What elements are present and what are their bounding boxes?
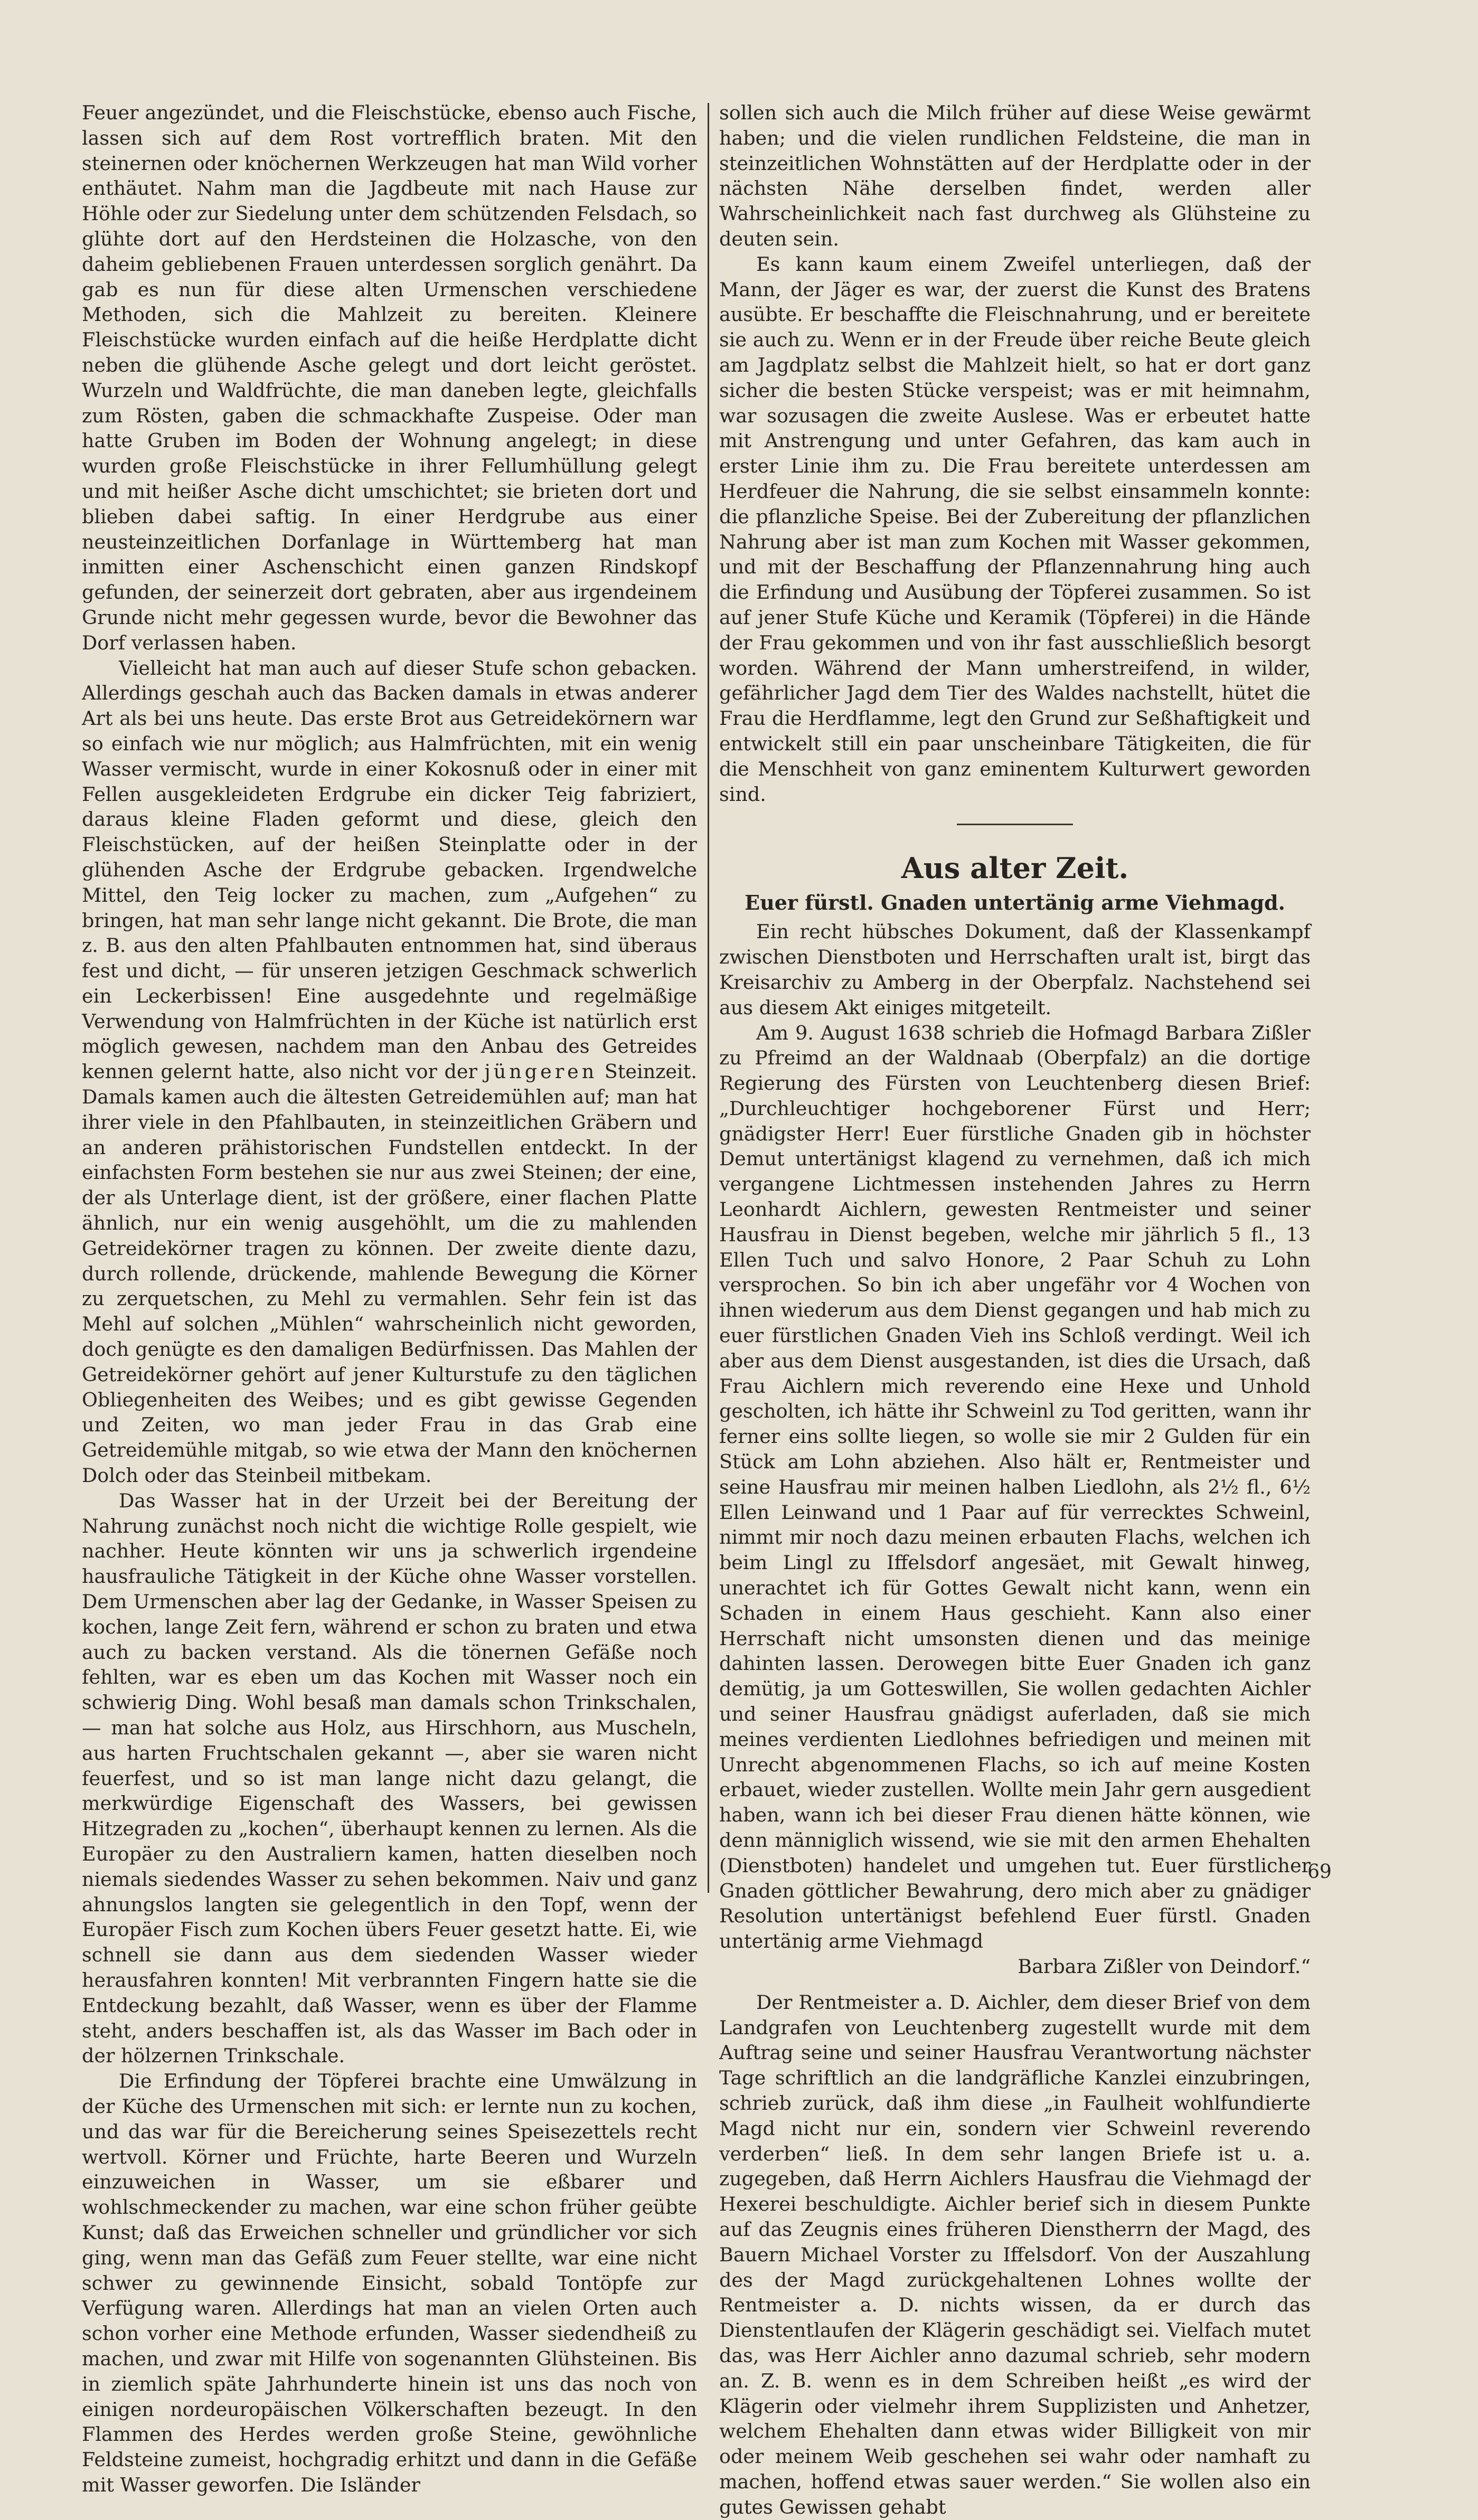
paragraph: sollen sich auch die Milch früher auf diese Weise gewärmt haben; und die vielen rundlichen Feldsteine, die man in steinzeitlichen Wohnstätten auf der Herdplatte oder in der nächsten Nähe derselben findet, werden aller Wahrscheinlichkeit nach fast durchweg als Glühsteine zu deuten sein. bbox=[719, 101, 1311, 250]
paragraph: Vielleicht hat man auch auf dieser Stufe schon gebacken. Allerdings geschah auch das Backen damals in etwas anderer Art als bei uns heute. Das erste Brot aus Getreidekörnern war so einfach wie nur möglich; aus Halmfrüchten, mit ein wenig Wasser vermischt, wurde in einer Kokosnuß oder in einer mit Fellen ausgekleideten Erdgrube ein dicker Teig fabriziert, daraus kleine Fladen geformt und diese, gleich den Fleischstücken, auf der heißen Steinplatte oder in der glühenden Asche der Erdgrube gebacken. Irgendwelche Mittel, den Teig locker zu machen, zum „Aufgehen“ zu bringen, hat man sehr lange nicht gekannt. Die Brote, die man z. B. aus den alten Pfahlbauten entnommen hat, sind überaus fest und dicht, — für unseren jetzigen Geschmack schwerlich ein Leckerbissen! Eine ausgedehnte und regelmäßige Verwendung von Halmfrüchten in der Küche ist natürlich erst möglich gewesen, nachdem man den Anbau des Getreides kennen gelernt hatte, also nicht vor der jüngeren Steinzeit. Damals kamen auch die ältesten Getreidemühlen auf; man hat ihrer viele in den Pfahlbauten, in steinzeitlichen Gräbern und an anderen prähistorischen Fundstellen entdeckt. In der einfachsten Form bestehen sie nur aus zwei Steinen; der eine, der als Unterlage dient, ist der größere, einer flachen Platte ähnlich, nur ein wenig ausgehöhlt, um die zu mahlenden Getreidekörner tragen zu können. Der zweite diente dazu, durch rollende, drückende, mahlende Bewegung die Körner zu zerquetschen, zu Mehl zu vermahlen. Sehr fein ist das Mehl auf solchen „Mühlen“ wahrscheinlich nicht geworden, doch genügte es den damaligen Bedürfnissen. Das Mahlen der Getreidekörner gehört auf jener Kulturstufe zu den täglichen Obliegenheiten des Weibes; und es gibt gewisse Gegenden und Zeiten, wo man jeder Frau in das Grab eine Getreidemühle mitgab, so wie etwa der Mann den knöchernen Dolch oder das Steinbeil mitbekam. bbox=[82, 656, 697, 1487]
right-column bbox=[719, 100, 1311, 2520]
section-divider bbox=[957, 824, 1073, 825]
paragraph-tail: Steinzeit. Damals kamen auch die ältesten Getreidemühlen auf; man hat ihrer viele in den Pfahlbauten, in steinzeitlichen Gräbern und an anderen prähistorischen Fundstellen entdeckt. In der einfachsten Form bestehen sie nur aus zwei Steinen; der eine, der als Unterlage dient, ist der größere, einer flachen Platte ähnlich, nur ein wenig ausgehöhlt, um die zu mahlenden Getreidekörner tragen zu können. Der zweite diente dazu, durch rollende, drückende, mahlende Bewegung die Körner zu zerquetschen, zu Mehl zu vermahlen. Sehr fein ist das Mehl auf solchen „Mühlen“ wahrscheinlich nicht geworden, doch genügte es den damaligen Bedürfnissen. Das Mahlen der Getreidekörner gehört auf jener Kulturstufe zu den täglichen Obliegenheiten des Weibes; und es gibt gewisse Gegenden und Zeiten, wo man jeder Frau in das Grab eine Getreidemühle mitgab, so wie etwa der Mann den knöchernen Dolch oder das Steinbeil mitbekam. bbox=[82, 1060, 697, 1487]
page-number: 69 bbox=[1307, 1861, 1332, 1883]
letter-signature: Barbara Zißler von Deindorf.“ bbox=[1018, 1955, 1311, 1978]
paragraph: Feuer angezündet, und die Fleischstücke, ebenso auch Fische, lassen sich auf dem Rost vortrefflich braten. Mit den steinernen oder knöchernen Werkzeugen hat man Wild vorher enthäutet. Nahm man die Jagdbeute mit nach Hause zur Höhle oder zur Siedelung unter dem schützenden Felsdach, so glühte dort auf den Herdsteinen die Holzasche, von den daheim gebliebenen Frauen unterdessen sorglich genährt. Da gab es nun für diese alten Urmenschen verschiedene Methoden, sich die Mahlzeit zu bereiten. Kleinere Fleischstücke wurden einfach auf die heiße Herdplatte dicht neben die glühende Asche gelegt und dort leicht geröstet. Wurzeln und Waldfrüchte, die man daneben legte, gleichfalls zum Rösten, gaben die schmackhafte Zuspeise. Oder man hatte Gruben im Boden der Wohnung angelegt; in diese wurden große Fleischstücke in ihrer Fellumhüllung gelegt und mit heißer Asche dicht umschichtet; sie brieten dort und blieben dabei saftig. In einer Herdgrube aus einer neusteinzeitlichen Dorfanlage in Württemberg hat man inmitten einer Aschenschicht einen ganzen Rindskopf gefunden, der seinerzeit dort gebraten, aber aus irgendeinem Grunde nicht mehr gegessen wurde, bevor die Bewohner das Dorf verlassen haben. bbox=[82, 101, 697, 654]
paragraph: Der Rentmeister a. D. Aichler, dem dieser Brief von dem Landgrafen von Leuchtenberg zugestellt wurde mit dem Auftrag seine und seiner Hausfrau Verantwortung nächster Tage schriftlich an die landgräfliche Kanzlei einzubringen, schrieb zurück, daß ihm diese „in Faulheit wohlfundierte Magd nicht nur ein, sondern vier Schweinl reverendo verderben“ ließ. In dem sehr langen Briefe ist u. a. zugegeben, daß Herrn Aichlers Hausfrau die Viehmagd der Hexerei beschuldigte. Aichler berief sich in diesem Punkte auf das Zeugnis eines früheren Dienstherrn der Magd, des Bauern Michael Vorster zu Iffelsdorf. Von der Auszahlung des der Magd zurückgehaltenen Lohnes wollte der Rentmeister a. D. nichts wissen, da er durch das Dienstentlaufen der Klägerin geschädigt sei. Vielfach mutet das, was Herr Aichler anno dazumal schrieb, sehr modern an. Z. B. wenn es in dem Schreiben heißt „es wird der Klägerin oder vielmehr ihrem Supplizisten und Anhetzer, welchem Ehehalten dann etwas wider Billigkeit von mir oder meinem Weib geschehen sei wahr oder namhaft zu machen, hoffend etwas sauer werden.“ Sie wollen also ein gutes Gewissen gehabt bbox=[719, 1990, 1311, 2518]
column-divider bbox=[708, 103, 709, 1893]
paragraph: Am 9. August 1638 schrieb die Hofmagd Barbara Zißler zu Pfreimd an der Waldnaab (Oberpfalz) an die dortige Regierung des Fürsten von Leuchtenberg diesen Brief: „Durchleuchtiger hochgeborener Fürst und Herr; gnädigster Herr! Euer fürstliche Gnaden gib in höchster Demut untertänigst klagend zu vernehmen, daß ich mich vergangene Lichtmessen instehenden Jahres zu Herrn Leonhardt Aichlern, gewesten Rentmeister und seiner Hausfrau in Dienst begeben, welche mir jährlich 5 fl., 13 Ellen Tuch und salvo Honore, 2 Paar Schuh zu Lohn versprochen. So bin ich aber ungefähr vor 4 Wochen von ihnen wiederum aus dem Dienst gegangen und hab mich zu euer fürstlichen Gnaden Vieh ins Schloß verdingt. Weil ich aber aus dem Dienst ausgestanden, ist dies die Ursach, daß Frau Aichlern mich reverendo eine Hexe und Unhold gescholten, ich hätte ihr Schweinl zu Tod geritten, wann ihr ferner eins sollte liegen, so wolle sie mir 2 Gulden für ein Stück am Lohn abziehen. Also hält er, Rentmeister und seine Hausfrau mir meinen halben Liedlohn, als 2½ fl., 6½ Ellen Leinwand und 1 Paar auf für verrecktes Schweinl, nimmt mir noch dazu meinen erbauten Flachs, welchen ich beim Lingl zu Iffelsdorf angesäet, mit Gewalt hinweg, unerachtet ich für Gottes Gewalt nicht kann, wenn ein Schaden in einem Haus geschieht. Kann also einer Herrschaft nicht umsonsten dienen und das meinige dahinten lassen. Derowegen bitte Euer Gnaden ich ganz demütig, ja um Gotteswillen, Sie wollen gedachten Aichler und seiner Hausfrau gnädigst auferladen, daß sie mich meines verdienten Liedlohnes befriedigen und meinen mit Unrecht abgenommenen Flachs, so ich auf meine Kosten erbauet, wieder zustellen. Wollte mein Jahr gern ausgedient haben, wann ich bei dieser Frau dienen hätte können, wie denn männiglich wissend, wie sie mit den armen Ehehalten (Dienstboten) handelet und umgehen tut. Euer fürstlicher Gnaden göttlicher Bewahrung, dero mich aber zu gnädiger Resolution untertänigst befehlend Euer fürstl. Gnaden untertänig arme Viehmagd bbox=[719, 1021, 1311, 1953]
paragraph: Es kann kaum einem Zweifel unterliegen, daß der Mann, der Jäger es war, der zuerst die Kunst des Bratens ausübte. Er beschaffte die Fleischnahrung, und er bereitete sie auch zu. Wenn er in der Freude über reiche Beute gleich am Jagdplatz selbst die Mahlzeit hielt, so hat er dort ganz sicher die besten Stücke verspeist; was er mit heimnahm, war sozusagen die zweite Auslese. Was er erbeutet hatte mit Anstrengung und unter Gefahren, das kam auch in erster Linie ihm zu. Die Frau bereitete unterdessen am Herdfeuer die Nahrung, die sie selbst einsammeln konnte: die pflanzliche Speise. Bei der Zubereitung der pflanzlichen Nahrung aber ist man zum Kochen mit Wasser gekommen, und mit der Beschaffung der Pflanzennahrung hing auch die Erfindung und Ausübung der Töpferei zusammen. So ist auf jener Stufe Küche und Keramik (Töpferei) in die Hände der Frau gekommen und von ihr fast ausschließlich besorgt worden. Während der Mann umherstreifend, in wilder, gefährlicher Jagd dem Tier des Waldes nachstellt, hütet die Frau die Herdflamme, legt den Grund zur Seßhaftigkeit und entwickelt still ein paar unscheinbare Tätigkeiten, die für die Menschheit von ganz eminentem Kulturwert geworden sind. bbox=[719, 252, 1311, 806]
section-title: Aus alter Zeit. bbox=[901, 851, 1129, 885]
paragraph: Die Erfindung der Töpferei brachte eine Umwälzung in der Küche des Urmenschen mit sich: er lernte nun zu kochen, und das war für die Bereicherung seines Speisezettels recht wertvoll. Körner und Früchte, harte Beeren und Wurzeln einzuweichen in Wasser, um sie eßbarer und wohlschmeckender zu machen, war eine schon früher geübte Kunst; daß das Erweichen schneller und gründlicher vor sich ging, wenn man das Gefäß zum Feuer stellte, war eine nicht schwer zu gewinnende Einsicht, sobald Tontöpfe zur Verfügung waren. Allerdings hat man an vielen Orten auch schon vorher eine Methode erfunden, Wasser siedendheiß zu machen, und zwar mit Hilfe von sogenannten Glühsteinen. Bis in ziemlich späte Jahrhunderte hinein ist uns das noch von einigen nordeuropäischen Völkerschaften bezeugt. In den Flammen des Herdes werden große Steine, gewöhnliche Feldsteine zumeist, hochgradig erhitzt und dann in die Gefäße mit Wasser geworfen. Die Isländer bbox=[82, 2070, 697, 2496]
section-subtitle: Euer fürstl. Gnaden untertänig arme Viehmagd. bbox=[745, 891, 1285, 915]
paragraph: Ein recht hübsches Dokument, daß der Klassenkampf zwischen Dienstboten und Herrschaften uralt ist, birgt das Kreisarchiv zu Amberg in der Oberpfalz. Nachstehend sei aus diesem Akt einiges mitgeteilt. bbox=[719, 920, 1311, 1019]
left-column bbox=[82, 100, 697, 2498]
paragraph: Das Wasser hat in der Urzeit bei der Bereitung der Nahrung zunächst noch nicht die wichtige Rolle gespielt, wie nachher. Heute könnten wir uns ja schwerlich irgendeine hausfrauliche Tätigkeit in der Küche ohne Wasser vorstellen. Dem Urmenschen aber lag der Gedanke, in Wasser Speisen zu kochen, lange Zeit fern, während er schon zu braten und etwa auch zu backen verstand. Als die tönernen Gefäße noch fehlten, war es eben um das Kochen mit Wasser noch ein schwierig Ding. Wohl besaß man damals schon Trinkschalen, — man hat solche aus Holz, aus Hirschhorn, aus Muscheln, aus harten Fruchtschalen gekannt —, aber sie waren nicht feuerfest, und so ist man lange nicht dazu gelangt, die merkwürdige Eigenschaft des Wassers, bei gewissen Hitzegraden zu „kochen“, überhaupt kennen zu lernen. Als die Europäer zu den Australiern kamen, hatten dieselben noch niemals siedendes Wasser zu sehen bekommen. Naiv und ganz ahnungslos langten sie gelegentlich in den Topf, wenn der Europäer Fisch zum Kochen übers Feuer gesetzt hatte. Ei, wie schnell sie dann aus dem siedenden Wasser wieder herausfahren konnten! Mit verbrannten Fingern hatte sie die Entdeckung bezahlt, daß Wasser, wenn es über der Flamme steht, anders beschaffen ist, als das Wasser im Bach oder in der hölzernen Trinkschale. bbox=[82, 1489, 697, 2068]
emphasized-word: jüngeren bbox=[484, 1060, 598, 1083]
